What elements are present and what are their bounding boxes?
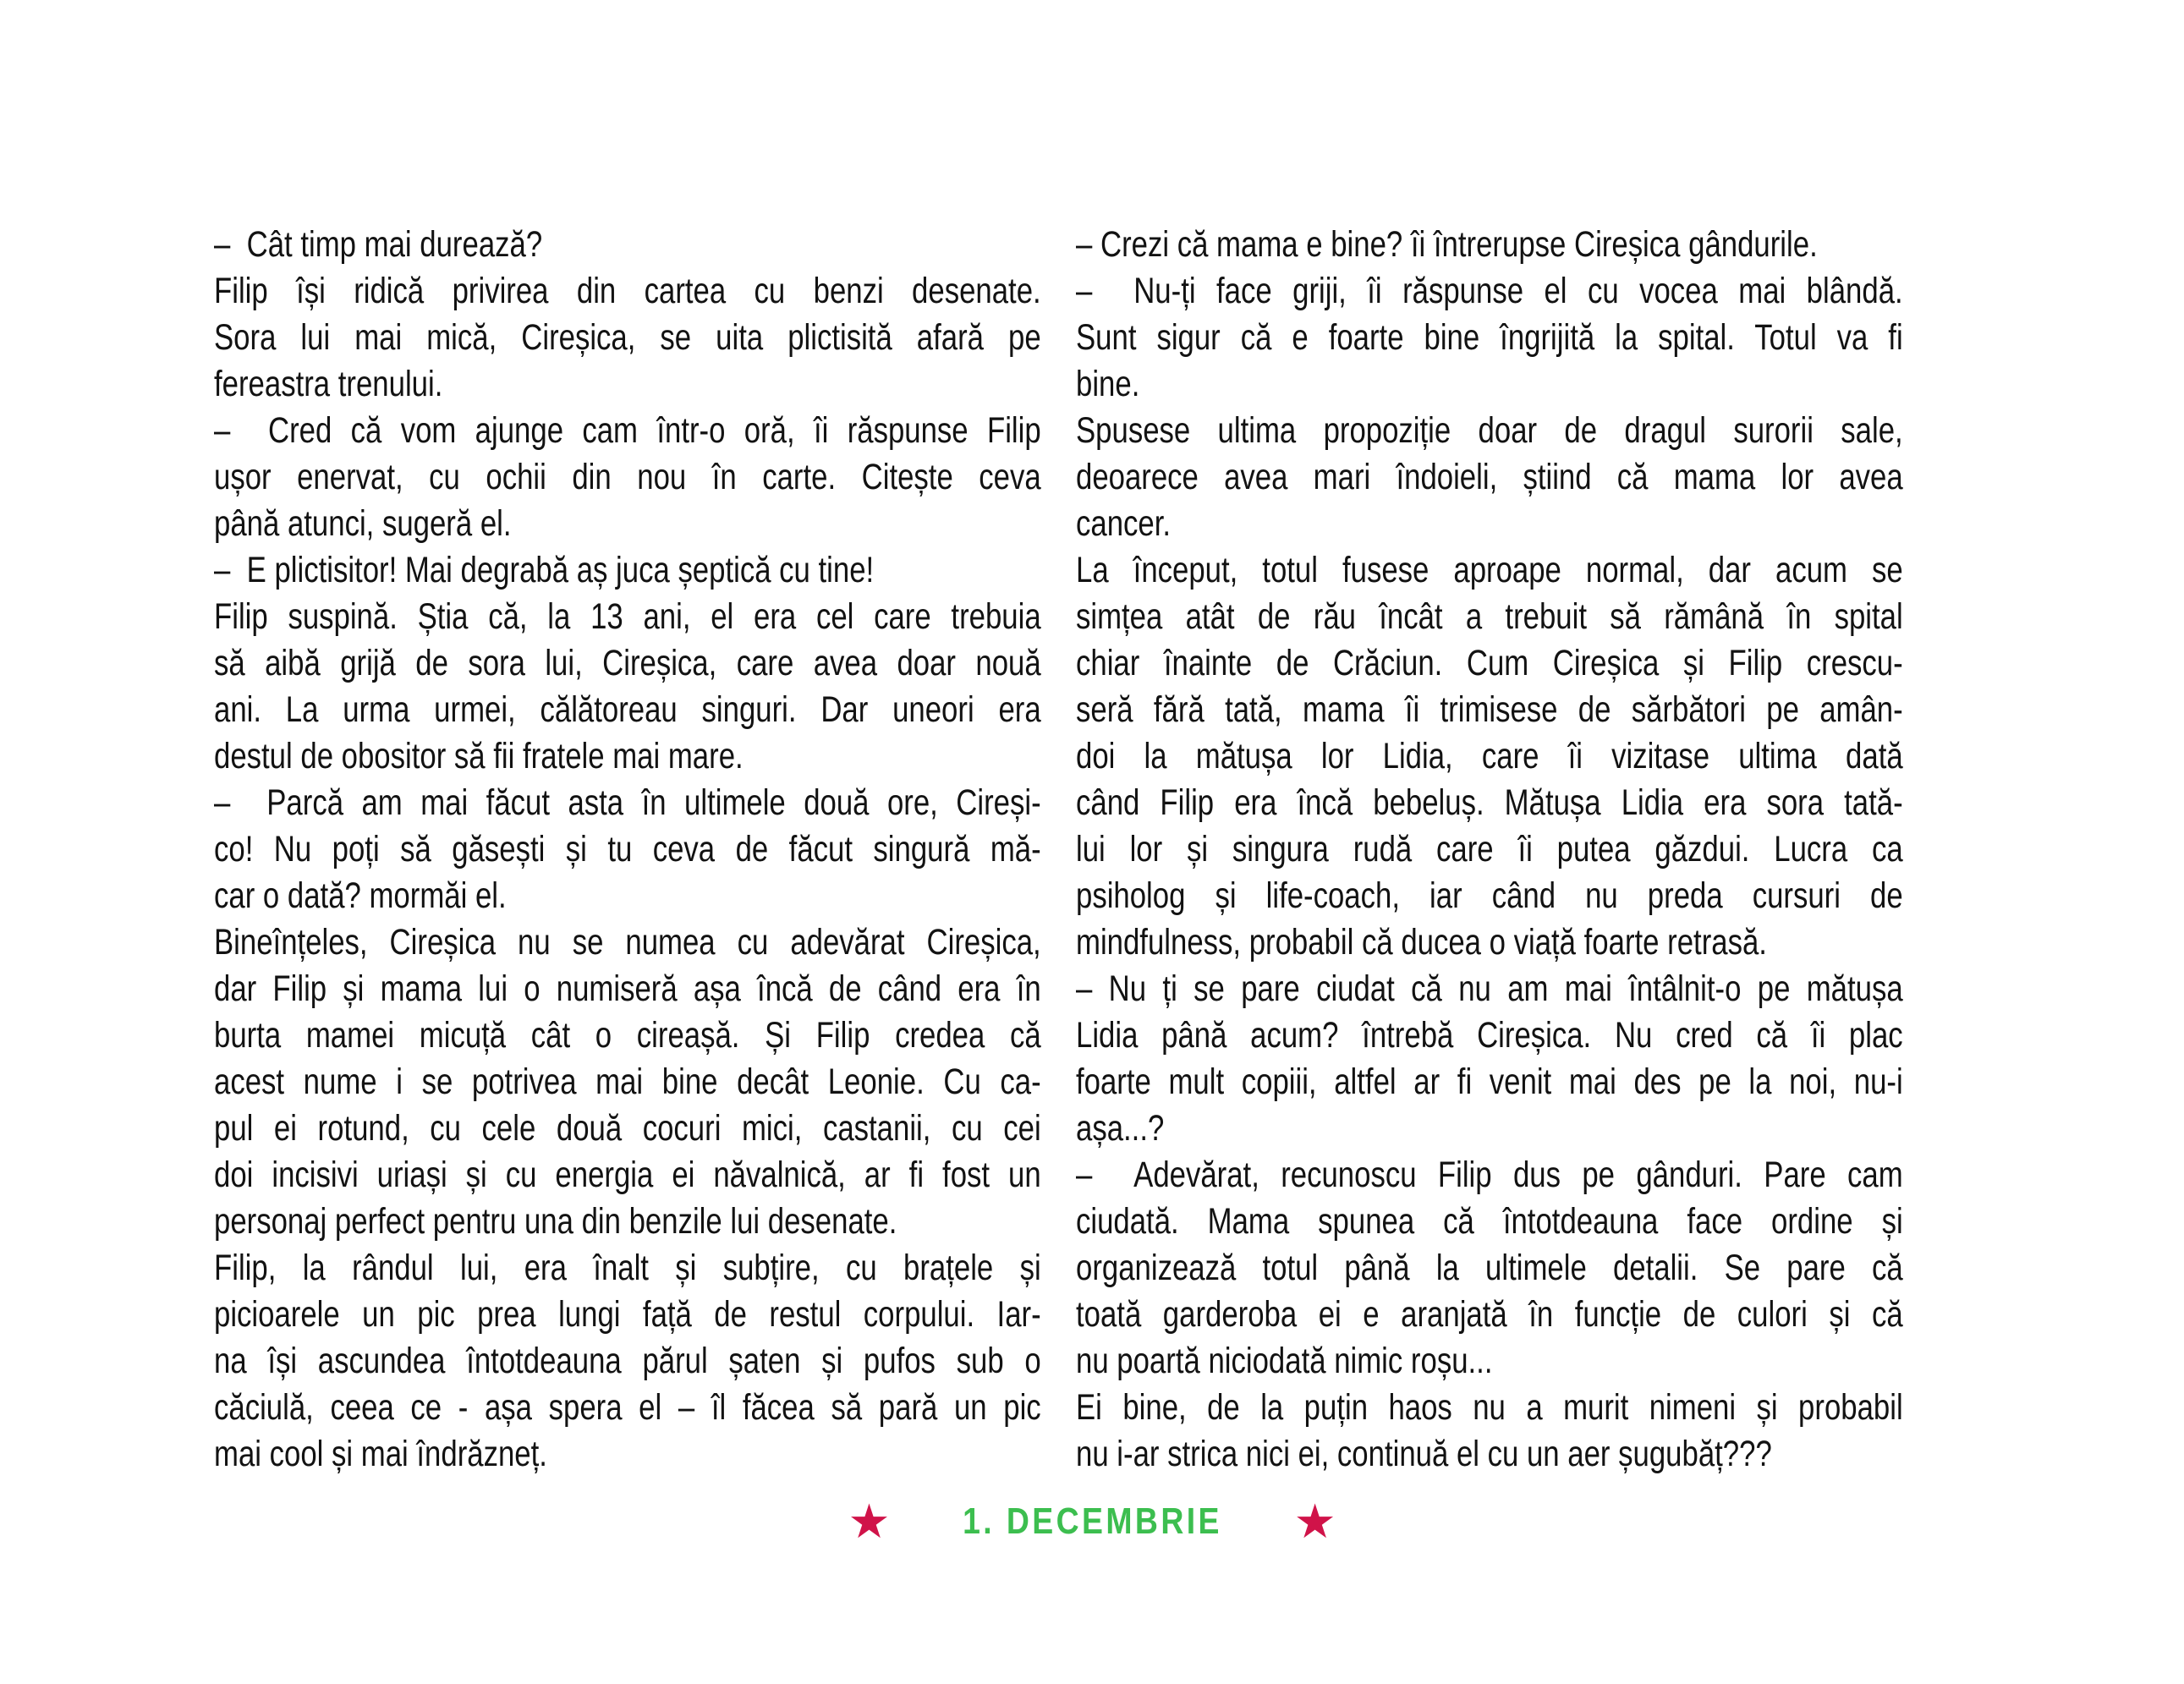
- text-line: – Parcă am mai făcut asta în ultimele două ore, Cireși-: [214, 782, 1041, 823]
- text-line: seră fără tată, mama îi trimisese de sărbători pe amân-: [1076, 689, 1903, 730]
- text-line: mindfulness, probabil că ducea o viață foarte retrasă.: [1076, 922, 1767, 963]
- text-line: nu poartă niciodată nimic roșu...: [1076, 1341, 1493, 1381]
- text-line: doi la mătușa lor Lidia, care îi vizitase ultima dată: [1076, 736, 1903, 776]
- text-line: Filip suspină. Știa că, la 13 ani, el era cel care trebuia: [214, 596, 1041, 637]
- text-line: pul ei rotund, cu cele două cocuri mici, castanii, cu cei: [214, 1108, 1041, 1149]
- text-line: toată garderoba ei e aranjată în funcție de culori și că: [1076, 1294, 1903, 1335]
- text-line: foarte mult copiii, altfel ar fi venit mai des pe la noi, nu-i: [1076, 1061, 1903, 1102]
- text-line: Filip își ridică privirea din cartea cu benzi desenate.: [214, 271, 1041, 311]
- text-line: fereastra trenului.: [214, 364, 443, 404]
- text-line: lui lor și singura rudă care îi putea găzdui. Lucra ca: [1076, 829, 1903, 869]
- text-line: co! Nu poți să găsești și tu ceva de făcut singură mă-: [214, 829, 1041, 869]
- paragraph: [214, 408, 1041, 547]
- text-line: așa...?: [1076, 1108, 1165, 1149]
- text-line: Filip, la rândul lui, era înalt și subțire, cu brațele și: [214, 1248, 1041, 1288]
- footer-date-label: 1. DECEMBRIE: [962, 1500, 1222, 1542]
- text-line: cancer.: [1076, 503, 1172, 544]
- text-line: picioarele un pic prea lungi față de restul corpului. Iar-: [214, 1294, 1041, 1335]
- text-line: Sora lui mai mică, Cireșica, se uita plictisită afară pe: [214, 317, 1041, 358]
- paragraph: [214, 919, 1041, 1245]
- paragraph: [214, 1245, 1041, 1478]
- text-line: până atunci, sugeră el.: [214, 503, 512, 544]
- text-line: Bineînțeles, Cireșica nu se numea cu adevărat Cireșica,: [214, 922, 1041, 963]
- left-text-column: [214, 222, 1041, 1478]
- paragraph: [1076, 966, 1903, 1152]
- paragraph: [214, 222, 1041, 268]
- text-line: – Adevărat, recunoscu Filip dus pe gânduri. Pare cam: [1076, 1155, 1903, 1195]
- paragraph: [1076, 408, 1903, 547]
- paragraph: [1076, 222, 1903, 268]
- text-line: organizează totul până la ultimele detalii. Se pare că: [1076, 1248, 1903, 1288]
- text-line: să aibă grijă de sora lui, Cireșica, care avea doar nouă: [214, 643, 1041, 683]
- text-line: ușor enervat, cu ochii din nou în carte. Citește ceva: [214, 457, 1041, 497]
- text-line: Spusese ultima propoziție doar de dragul surorii sale,: [1076, 410, 1903, 451]
- text-line: Ei bine, de la puțin haos nu a murit nimeni și probabil: [1076, 1387, 1903, 1428]
- text-line: când Filip era încă bebeluș. Mătușa Lidia era sora tată-: [1076, 782, 1903, 823]
- paragraph: [214, 780, 1041, 919]
- text-line: car o dată? mormăi el.: [214, 875, 507, 916]
- text-line: – Cât timp mai durează?: [214, 224, 543, 265]
- text-line: ciudată. Mama spunea că întotdeauna face ordine și: [1076, 1201, 1903, 1242]
- text-line: na își ascundea întotdeauna părul șaten și pufos sub o: [214, 1341, 1041, 1381]
- text-line: – E plictisitor! Mai degrabă aș juca șeptică cu tine!: [214, 550, 875, 590]
- text-line: La început, totul fusese aproape normal, dar acum se: [1076, 550, 1903, 590]
- paragraph: [214, 594, 1041, 780]
- text-line: Sunt sigur că e foarte bine îngrijită la spital. Totul va fi: [1076, 317, 1903, 358]
- text-line: acest nume i se potrivea mai bine decât Leonie. Cu ca-: [214, 1061, 1041, 1102]
- text-line: doi incisivi uriași și cu energia ei năvalnică, ar fi fost un: [214, 1155, 1041, 1195]
- text-line: – Nu ți se pare ciudat că nu am mai întâlnit-o pe mătușa: [1076, 968, 1903, 1009]
- right-text-column: [1076, 222, 1903, 1478]
- text-line: simțea atât de rău încât a trebuit să rămână în spital: [1076, 596, 1903, 637]
- text-line: chiar înainte de Crăciun. Cum Cireșica și Filip crescu-: [1076, 643, 1903, 683]
- paragraph: [1076, 1385, 1903, 1478]
- text-line: deoarece avea mari îndoieli, știind că mama lor avea: [1076, 457, 1903, 497]
- text-line: destul de obositor să fii fratele mai mare.: [214, 736, 744, 776]
- star-icon: ★: [1293, 1495, 1336, 1548]
- text-line: psiholog și life-coach, iar când nu preda cursuri de: [1076, 875, 1903, 916]
- text-line: – Cred că vom ajunge cam într-o oră, îi răspunse Filip: [214, 410, 1041, 451]
- text-line: Lidia până acum? întrebă Cireșica. Nu cred că îi plac: [1076, 1015, 1903, 1056]
- star-icon: ★: [848, 1495, 891, 1548]
- paragraph: [214, 268, 1041, 408]
- text-line: mai cool și mai îndrăzneț.: [214, 1434, 547, 1474]
- paragraph: [1076, 268, 1903, 408]
- text-line: căciulă, ceea ce - așa spera el – îl făcea să pară un pic: [214, 1387, 1041, 1428]
- text-line: – Nu-ți face griji, îi răspunse el cu vocea mai blândă.: [1076, 271, 1903, 311]
- text-line: burta mamei micuță cât o cireașă. Și Filip credea că: [214, 1015, 1041, 1056]
- footer: [0, 1490, 2184, 1553]
- paragraph: [1076, 547, 1903, 966]
- text-line: bine.: [1076, 364, 1140, 404]
- paragraph: [1076, 1152, 1903, 1385]
- text-line: personaj perfect pentru una din benzile lui desenate.: [214, 1201, 897, 1242]
- text-line: – Crezi că mama e bine? îi întrerupse Cireșica gândurile.: [1076, 224, 1818, 265]
- text-line: dar Filip și mama lui o numiseră așa încă de când era în: [214, 968, 1041, 1009]
- text-line: nu i-ar strica nici ei, continuă el cu un aer șugubăț???: [1076, 1434, 1772, 1474]
- text-line: ani. La urma urmei, călătoreau singuri. Dar uneori era: [214, 689, 1041, 730]
- paragraph: [214, 547, 1041, 594]
